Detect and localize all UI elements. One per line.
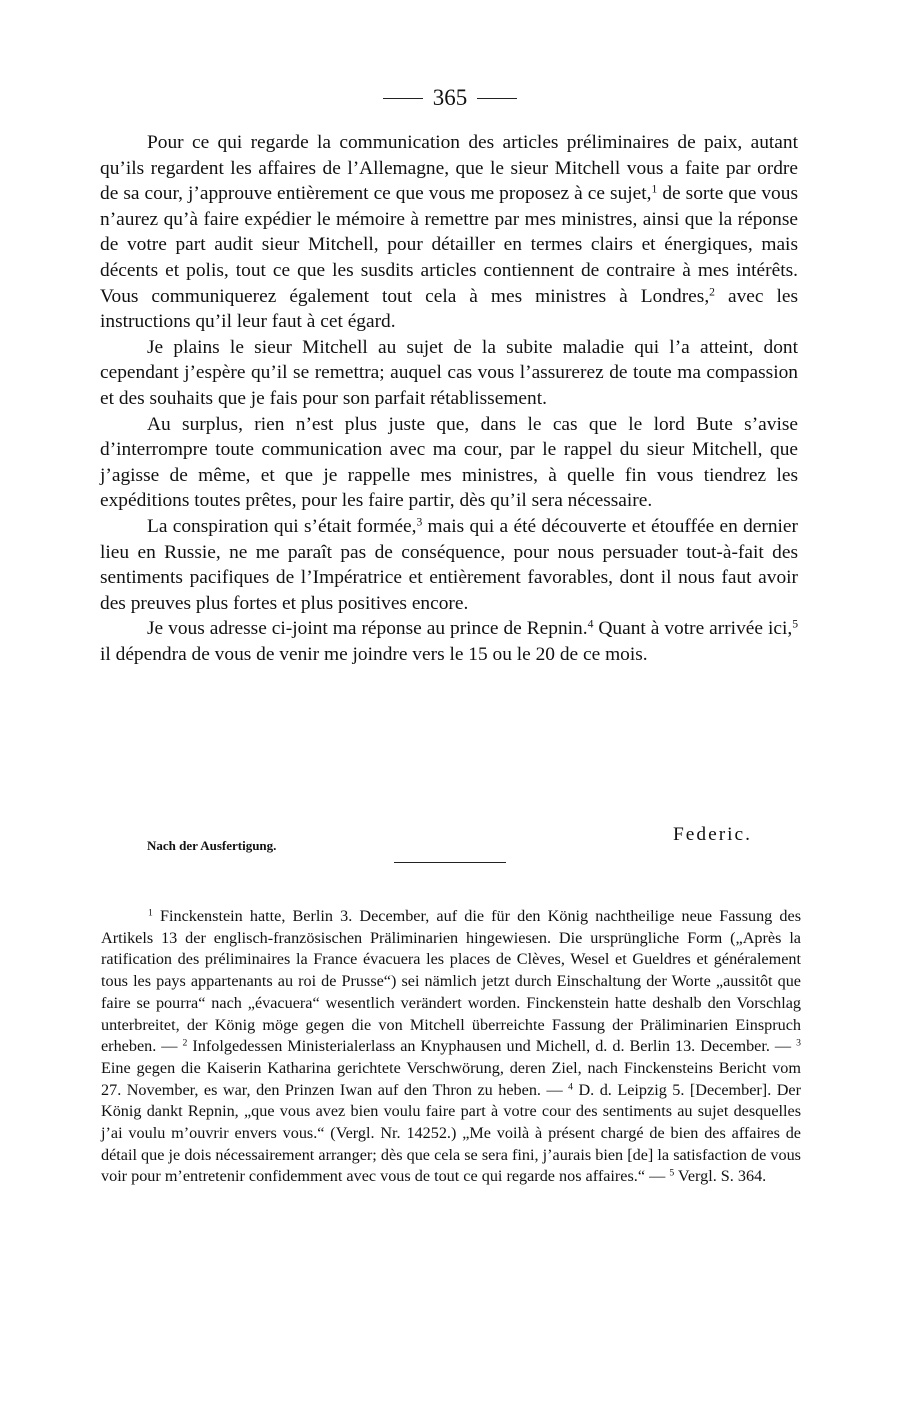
footnote-separator (394, 862, 506, 863)
footnotes (101, 906, 801, 1188)
footnote-number: 2 (182, 1037, 188, 1049)
paragraph-2 (100, 335, 798, 412)
footnote-number: 1 (148, 907, 153, 919)
paragraph-text: Je plains le sieur Mitchell au sujet de la subite maladie qui l’a atteint, dont cependant j’espère qu’il se remettra; auquel cas vous l’assurerez de toute ma compassion et des souhaits que je fais pour son parfait rétablissement. (100, 336, 798, 409)
paragraph-text: Quant à votre arrivée ici, (593, 618, 793, 640)
footnote-ref: 4 (587, 617, 594, 631)
paragraph-text: de sorte que vous n’aurez qu’à faire expédier le mémoire à remettre par mes ministres, ainsi que la réponse de votre part audit sieur Mitchell, pour détailler en termes clairs et énergiques, mais décents et polis, tout ce que les susdits articles contiennent de contraire à mes intérêts. Vous communiquerez également tout cela à mes ministres à Londres, (100, 183, 798, 307)
footnote-text: D. d. Leipzig 5. [December]. Der König dankt Repnin, „que vous avez bien voulu faire part à votre cour des sentiments au sujet desquelles j’ai voulu m’ouvrir envers vous.“ (Vergl. Nr. 14252.) „Me voilà à présent chargé de bien des affaires de détail que je dois nécessairement arranger; dès que cela se sera fini, j’aurais bien [de] la satisfaction de vous voir pour m’entretenir confidemment avec vous de tout ce qui regarde nos affaires.“ — (101, 1080, 801, 1186)
paragraph-text: mais qui a été découverte et étouffée en dernier lieu en Russie, ne me paraît pas de conséquence, pour nous persuader tout-à-fait des sentiments pacifiques de l’Impératrice et entièrement favorables, dont il nous faut avoir des preuves plus fortes et plus positives encore. (100, 515, 799, 614)
footnote-number: 3 (796, 1037, 801, 1049)
paragraph-4 (100, 514, 798, 616)
footnote-text: Vergl. S. 364. (674, 1167, 767, 1186)
header-dash-left (383, 98, 423, 99)
letter-body (100, 130, 798, 667)
footnote-number: 5 (669, 1168, 675, 1180)
page-header (0, 84, 900, 112)
paragraph-text: Pour ce qui regarde la communication des articles préliminaires de paix, autant qu’ils regardent les affaires de l’Allemagne, que le sieur Mitchell vous a faite par ordre de sa cour, j’approuve entièrement ce que vous me proposez à ce sujet, (100, 132, 798, 205)
paragraph-text: avec les instructions qu’il leur faut à cet égard. (100, 285, 799, 333)
footnote-number: 4 (568, 1081, 573, 1093)
footnote-text: Eine gegen die Kaiserin Katharina gerichtete Verschwörung, deren Ziel, nach Finckensteins Bericht vom 27. November, es war, den Prinzen Iwan auf den Thron zu heben. — (101, 1058, 801, 1099)
footnote-text: Infolgedessen Ministerialerlass an Knyphausen und Michell, d. d. Berlin 13. December. — (187, 1037, 797, 1056)
header-dash-right (477, 98, 517, 99)
signature: Federic. (673, 824, 752, 845)
paragraph-1 (100, 130, 798, 335)
paragraph-3 (100, 412, 798, 514)
source-note: Nach der Ausfertigung. (147, 838, 277, 853)
paragraph-text: Je vous adresse ci-joint ma réponse au prince de Repnin. (147, 618, 588, 640)
footnote-text: Finckenstein hatte, Berlin 3. December, auf die für den König nachtheilige neue Fassung des Artikels 13 der englisch-französischen Präliminarien hingewiesen. Die ursprüngliche Form („Après la ratification des préliminaires la France évacuera les places de Clèves, Wesel et Gueldres et généralement tous les pays appartenants au roi de Prusse“) sei nämlich jetzt durch Einschaltung der Worte „aussitôt que faire se pourra“ nach „évacuera“ wesentlich verändert worden. Finckenstein hatte deshalb den Vorschlag unterbreitet, der König möge gegen die von Mitchell überreichte Fassung der Präliminarien Einspruch erheben. — (101, 907, 801, 1056)
paragraph-text: Au surplus, rien n’est plus juste que, dans le cas que le lord Bute s’avise d’interrompre toute communication avec ma cour, par le rappel du sieur Mitchell, que j’agisse de même, et que je rappelle mes ministres, à quelle fin vous tiendrez les expéditions toutes prêtes, pour les faire partir, dès qu’il sera nécessaire. (100, 413, 798, 512)
paragraph-text: il dépendra de vous de venir me joindre vers le 15 ou le 20 de ce mois. (100, 643, 648, 665)
paragraph-5 (100, 616, 798, 667)
footnote-ref: 1 (651, 182, 658, 196)
footnote-ref: 2 (709, 285, 715, 299)
paragraph-text: La conspiration qui s’était formée, (147, 515, 417, 537)
footnote-ref: 5 (792, 617, 799, 631)
page-number: 365 (432, 85, 468, 110)
footnote-ref: 3 (416, 515, 423, 529)
